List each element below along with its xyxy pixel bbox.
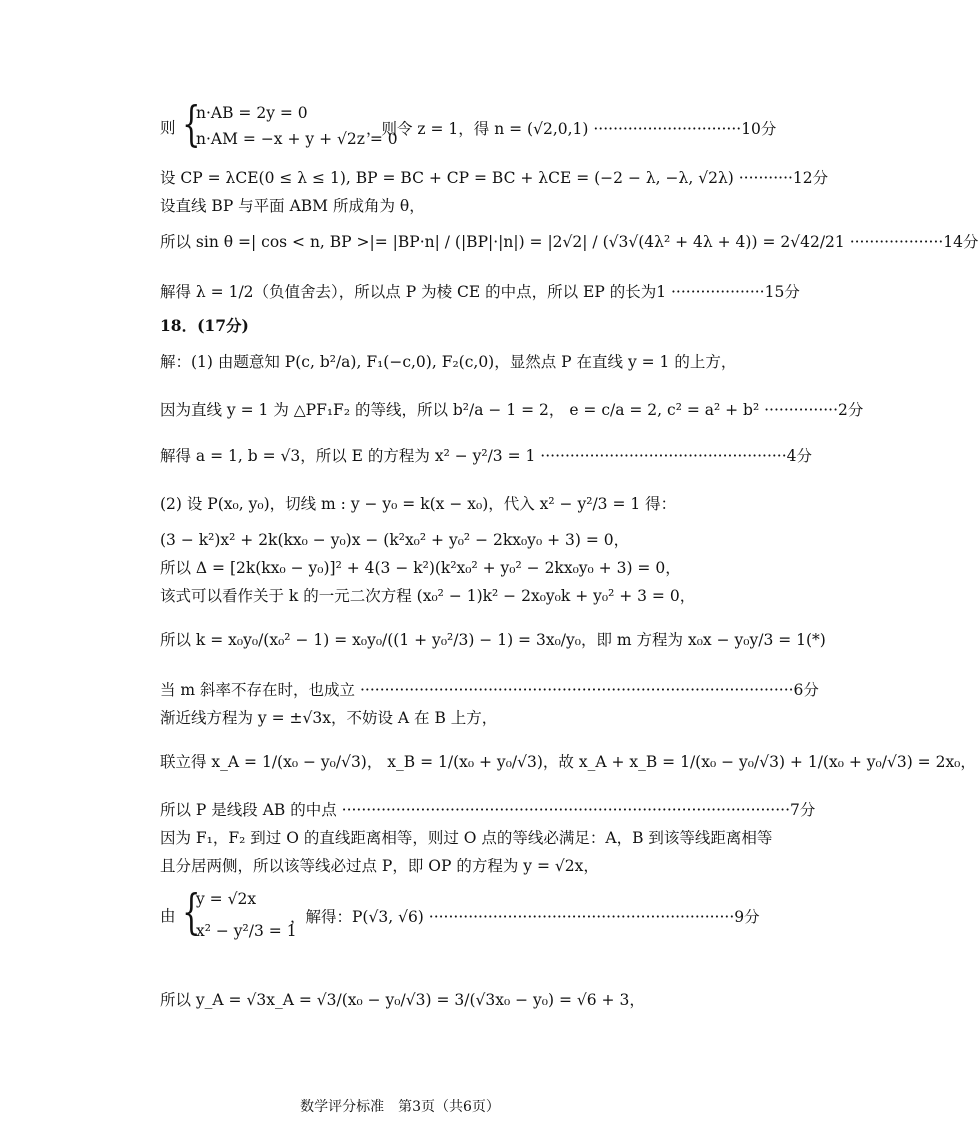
text-from: 由 xyxy=(160,907,176,925)
line-cp: 设 CP = λCE(0 ≤ λ ≤ 1), BP = BC + CP = BC + λCE = (−2 − λ, −λ, √2λ) ···········12分 xyxy=(160,169,829,187)
line-k-value: 所以 k = x₀y₀/(x₀² − 1) = x₀y₀/((1 + y₀²/3) − 1) = 3x₀/y₀，即 m 方程为 x₀x − y₀y/3 = 1(*) xyxy=(160,631,826,649)
line-delta: 所以 Δ = [2k(kx₀ − y₀)]² + 4(3 − k²)(k²x₀² + y₀² − 2kx₀y₀ + 3) = 0， xyxy=(160,559,681,577)
heading-18: 18．(17分) xyxy=(160,316,249,335)
line-midpoint: 所以 P 是线段 AB 的中点 ···························································································7分 xyxy=(160,801,816,819)
line-part-2: (2) 设 P(x₀, y₀)，切线 m : y − y₀ = k(x − x₀)，代入 x² − y²/3 = 1 得： xyxy=(160,495,677,513)
line-xa-xb: 联立得 x_A = 1/(x₀ − y₀/√3)， x_B = 1/(x₀ + y₀/√3)，故 x_A + x_B = 1/(x₀ − y₀/√3) + 1/(x₀ + y₀/√3) = 2x₀， xyxy=(160,753,976,771)
page-footer: 数学评分标准 第3页（共6页） xyxy=(300,1099,500,1115)
line-distance: 因为 F₁，F₂ 到过 O 的直线距离相等，则过 O 点的等线必满足：A，B 到该等线距离相等 xyxy=(160,829,773,847)
line-lambda: 解得 λ = 1/2（负值舍去），所以点 P 为棱 CE 的中点，所以 EP 的长为1 ···················15分 xyxy=(160,283,800,301)
eq-hyperbola: x² − y²/3 = 1 xyxy=(196,922,297,940)
line-asymptote: 渐近线方程为 y = ±√3x，不妨设 A 在 B 上方， xyxy=(160,709,498,727)
eq-n-am: n·AM = −x + y + √2z = 0 xyxy=(196,130,398,148)
eq-p-result: ，解得：P(√3, √6) ······························································9分 xyxy=(290,908,760,926)
line-sin: 所以 sin θ =| cos < n, BP >|= |BP·n| / (|BP|·|n|) = |2√2| / (√3√(4λ² + 4λ + 4)) = 2√42/21 ···················14分 xyxy=(160,233,979,251)
eq-n-ab: n·AB = 2y = 0 xyxy=(196,104,308,122)
line-e-eq: 解得 a = 1, b = √3，所以 E 的方程为 x² − y²/3 = 1 ··················································4分 xyxy=(160,447,813,465)
line-sol-1: 解：(1) 由题意知 P(c, b²/a), F₁(−c,0), F₂(c,0)，显然点 P 在直线 y = 1 的上方， xyxy=(160,353,737,371)
brace-2: { xyxy=(182,884,201,940)
text-then: 则 xyxy=(160,119,176,137)
eq-normal-result: ，则令 z = 1，得 n = (√2,0,1) ······························10分 xyxy=(366,120,777,138)
line-slope: 当 m 斜率不存在时，也成立 ························································································6分 xyxy=(160,681,819,699)
line-quad: (3 − k²)x² + 2k(kx₀ − y₀)x − (k²x₀² + y₀² − 2kx₀y₀ + 3) = 0， xyxy=(160,531,630,549)
line-equal: 因为直线 y = 1 为 △PF₁F₂ 的等线，所以 b²/a − 1 = 2， e = c/a = 2, c² = a² + b² ···············2分 xyxy=(160,401,864,419)
line-ya: 所以 y_A = √3x_A = √3/(x₀ − y₀/√3) = 3/(√3x₀ − y₀) = √6 + 3， xyxy=(160,991,645,1009)
eq-op-line: y = √2x xyxy=(196,890,257,908)
line-op: 且分居两侧，所以该等线必过点 P，即 OP 的方程为 y = √2x， xyxy=(160,857,599,875)
brace-1: { xyxy=(182,96,201,152)
line-angle: 设直线 BP 与平面 ABM 所成角为 θ， xyxy=(160,197,425,215)
line-k-eq: 该式可以看作关于 k 的一元二次方程 (x₀² − 1)k² − 2x₀y₀k + y₀² + 3 = 0， xyxy=(160,587,696,605)
